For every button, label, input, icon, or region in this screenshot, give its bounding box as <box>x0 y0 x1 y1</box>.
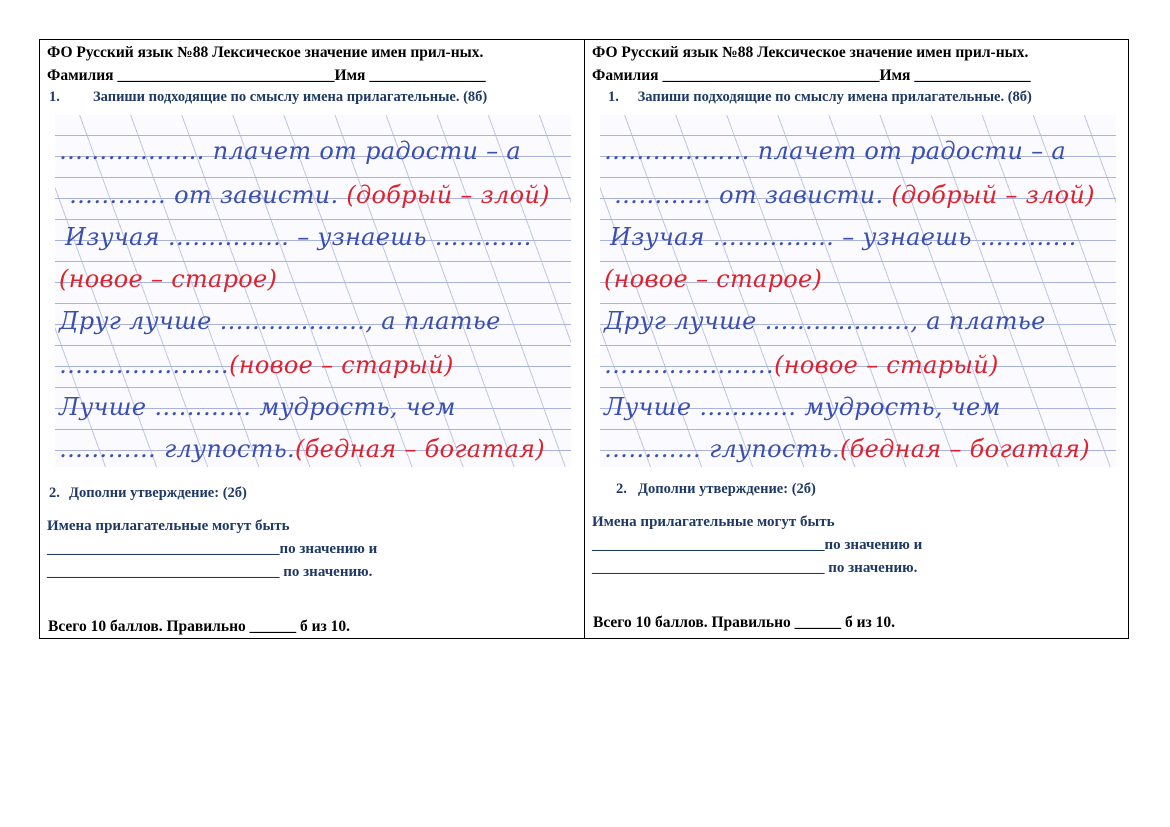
cursive-line-8-text: ………… глупость. <box>59 435 295 463</box>
name-line: Фамилия ____________________________Имя _______________ <box>47 67 486 84</box>
cursive-line-2-text: ………… от зависти. <box>69 181 339 209</box>
hint-word-pair: (новое – старое) <box>59 265 278 293</box>
task1-number: 1. <box>49 89 60 105</box>
cursive-line-5: Друг лучше ………………, а платье <box>604 307 1046 335</box>
cursive-line-2-text: ………… от зависти. <box>614 181 884 209</box>
cursive-line-2 <box>614 181 1095 209</box>
task2-text: Дополни утверждение: (2б) <box>69 485 247 501</box>
task1-text: Запиши подходящие по смыслу имена прилагательные. (8б) <box>93 89 488 105</box>
cursive-line-1: ……………… плачет от радости – а <box>59 137 521 165</box>
worksheet-table <box>39 39 1129 639</box>
cursive-line-6-text: ………………… <box>604 351 775 379</box>
cursive-line-3: Изучая …………… – узнаешь ………… <box>610 223 1077 251</box>
statement-line-3: _______________________________ по значению. <box>592 560 918 576</box>
hint-word-pair: (новое – старый) <box>229 351 454 379</box>
task2-number: 2. <box>616 481 627 497</box>
task1-number: 1. <box>608 89 619 105</box>
statement-line-2: _______________________________по значению и <box>592 537 923 553</box>
statement-line-1: Имена прилагательные могут быть <box>592 514 835 530</box>
hint-word-pair: (добрый – злой) <box>891 181 1095 209</box>
cursive-line-6-text: ………………… <box>59 351 230 379</box>
total-score: Всего 10 баллов. Правильно ______ б из 10. <box>593 614 896 631</box>
worksheet-card-right <box>584 40 1128 638</box>
cursive-line-8 <box>604 435 1090 463</box>
task2-heading <box>47 483 578 503</box>
task2-number: 2. <box>49 485 60 501</box>
name-line: Фамилия ____________________________Имя _______________ <box>592 67 1031 84</box>
statement-line-2: _______________________________по значению и <box>47 541 378 557</box>
cursive-line-5: Друг лучше ………………, а платье <box>59 307 501 335</box>
statement-line-3: _______________________________ по значению. <box>47 564 373 580</box>
worksheet-title: ФО Русский язык №88 Лексическое значение имен прил-ных. <box>592 44 1029 61</box>
cursive-line-7: Лучше ………… мудрость, чем <box>59 393 456 421</box>
worksheet-title: ФО Русский язык №88 Лексическое значение имен прил-ных. <box>47 44 484 61</box>
cursive-line-8 <box>59 435 545 463</box>
hint-word-pair: (бедная – богатая) <box>294 435 545 463</box>
task2-text: Дополни утверждение: (2б) <box>638 481 816 497</box>
handwriting-exercise <box>600 115 1116 467</box>
hint-word-pair: (бедная – богатая) <box>839 435 1090 463</box>
task1-text: Запиши подходящие по смыслу имена прилагательные. (8б) <box>637 89 1032 105</box>
hint-word-pair: (добрый – злой) <box>346 181 550 209</box>
task2-heading <box>592 479 1122 499</box>
cursive-line-1: ……………… плачет от радости – а <box>604 137 1066 165</box>
cursive-line-2 <box>69 181 550 209</box>
hint-word-pair: (новое – старый) <box>774 351 999 379</box>
hint-word-pair: (новое – старое) <box>604 265 823 293</box>
cursive-line-7: Лучше ………… мудрость, чем <box>604 393 1001 421</box>
task1-heading <box>592 87 1122 107</box>
cursive-line-6 <box>59 351 454 379</box>
handwriting-exercise <box>55 115 571 467</box>
task1-heading <box>47 87 578 107</box>
cursive-line-6 <box>604 351 999 379</box>
statement-line-1: Имена прилагательные могут быть <box>47 518 290 534</box>
total-score: Всего 10 баллов. Правильно ______ б из 10. <box>48 618 351 635</box>
cursive-line-8-text: ………… глупость. <box>604 435 840 463</box>
cursive-line-3: Изучая …………… – узнаешь ………… <box>65 223 532 251</box>
worksheet-card-left <box>40 40 584 638</box>
